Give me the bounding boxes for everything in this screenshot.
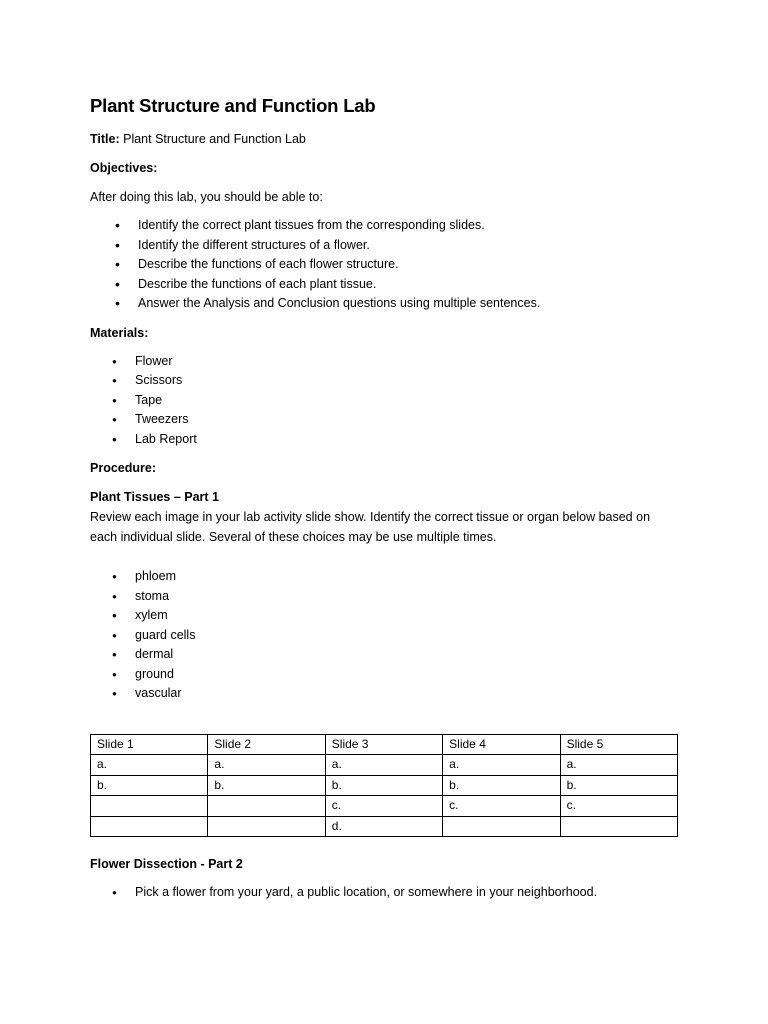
document-heading: Plant Structure and Function Lab [90, 95, 376, 116]
table-row [91, 755, 678, 776]
objective-item: • Answer the Analysis and Conclusion questions using multiple sentences. [90, 294, 680, 314]
tissue-item: ● guard cells [90, 626, 680, 646]
table-cell: a. [208, 755, 325, 776]
objective-item: • Describe the functions of each plant tissue. [90, 275, 680, 295]
title-line [90, 130, 680, 148]
table-cell: a. [91, 755, 208, 776]
table-cell: b. [560, 775, 677, 796]
table-cell [91, 816, 208, 837]
procedure-label: Procedure: [90, 461, 156, 475]
tissue-item: ● stoma [90, 587, 680, 607]
part2-heading: Flower Dissection - Part 2 [90, 857, 243, 871]
material-item: ● Tape [90, 391, 680, 411]
material-item: ● Flower [90, 352, 680, 372]
title-value: Plant Structure and Function Lab [119, 132, 306, 146]
table-header-row [91, 734, 678, 755]
table-cell: b. [325, 775, 442, 796]
objective-item: • Identify the correct plant tissues from the corresponding slides. [90, 216, 680, 236]
table-cell: c. [560, 796, 677, 817]
table-cell: c. [325, 796, 442, 817]
table-cell: a. [325, 755, 442, 776]
part2-item: ● Pick a flower from your yard, a public location, or somewhere in your neighborhood. [90, 883, 680, 903]
table-cell: b. [208, 775, 325, 796]
tissue-item: ● dermal [90, 645, 680, 665]
material-item: ● Tweezers [90, 410, 680, 430]
materials-list [90, 352, 680, 450]
tissue-item: ● ground [90, 665, 680, 685]
slides-table [90, 734, 678, 838]
document-page [90, 94, 680, 903]
table-cell: b. [443, 775, 560, 796]
material-item: ● Scissors [90, 371, 680, 391]
table-row [91, 816, 678, 837]
objective-item: • Identify the different structures of a flower. [90, 236, 680, 256]
table-row [91, 796, 678, 817]
table-cell: a. [443, 755, 560, 776]
tissue-list [90, 567, 680, 704]
tissue-item: ● xylem [90, 606, 680, 626]
objective-item: • Describe the functions of each flower structure. [90, 255, 680, 275]
table-cell [560, 816, 677, 837]
table-header-cell: Slide 5 [560, 734, 677, 755]
tissue-item: ● vascular [90, 684, 680, 704]
table-cell: c. [443, 796, 560, 817]
objectives-label: Objectives: [90, 161, 158, 175]
table-cell [91, 796, 208, 817]
table-cell: a. [560, 755, 677, 776]
title-label: Title: [90, 132, 120, 146]
objectives-list [90, 216, 680, 314]
table-cell: d. [325, 816, 442, 837]
table-row [91, 775, 678, 796]
part1-heading: Plant Tissues – Part 1 [90, 490, 219, 504]
table-header-cell: Slide 4 [443, 734, 560, 755]
part1-text: Review each image in your lab activity slide show. Identify the correct tissue or organ below based on each individual slide. Several of these choices may be use multiple times. [90, 510, 651, 544]
table-cell: b. [91, 775, 208, 796]
tissue-item: ● phloem [90, 567, 680, 587]
objectives-intro: After doing this lab, you should be able to: [90, 190, 323, 204]
material-item: ● Lab Report [90, 430, 680, 450]
table-header-cell: Slide 1 [91, 734, 208, 755]
materials-label: Materials: [90, 325, 149, 340]
table-cell [443, 816, 560, 837]
part2-list [90, 883, 680, 903]
table-cell [208, 796, 325, 817]
table-header-cell: Slide 2 [208, 734, 325, 755]
table-header-cell: Slide 3 [325, 734, 442, 755]
table-cell [208, 816, 325, 837]
